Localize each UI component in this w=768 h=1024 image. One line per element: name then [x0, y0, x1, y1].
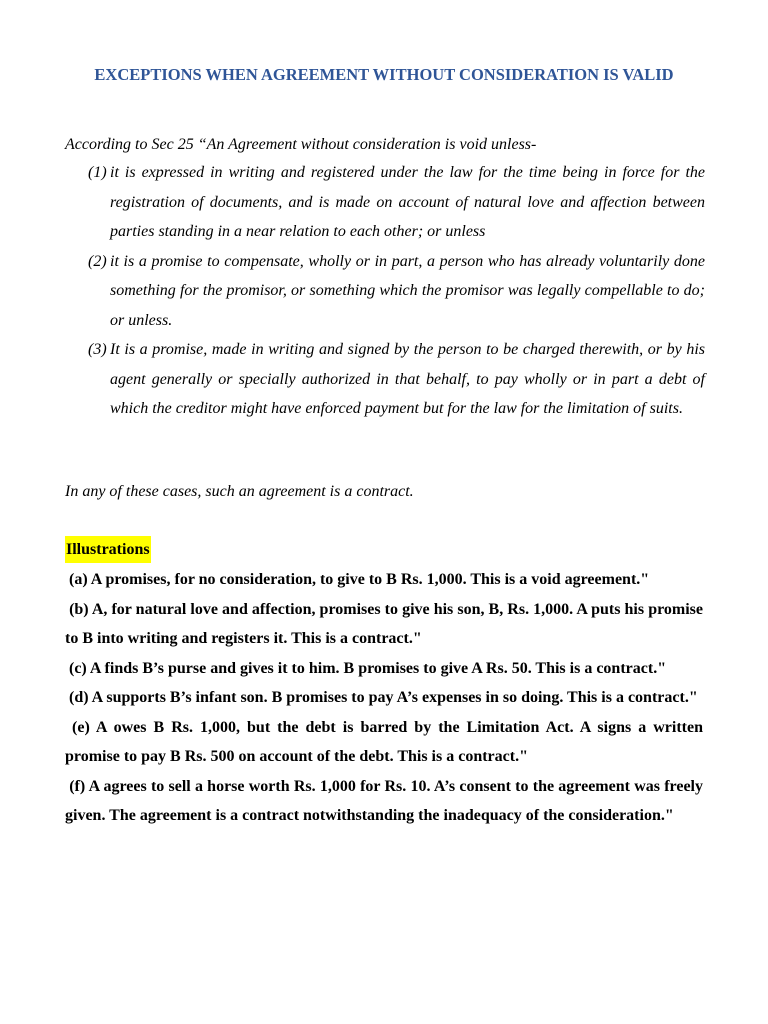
illustration-item: (f) A agrees to sell a horse worth Rs. 1,000 for Rs. 10. A’s consent to the agreement was freely given. The agreement is a contract notwithstanding the inadequacy of the consideration." — [65, 777, 703, 824]
condition-text: it is a promise to compensate, wholly or in part, a person who has already voluntarily done something for the promisor, or something which the promisor was legally compellable to do; or unless. — [110, 252, 705, 329]
condition-text: It is a promise, made in writing and signed by the person to be charged therewith, or by his agent generally or specially authorized in that behalf, to pay wholly or in part a debt of which the creditor might have enforced payment but for the law for the limitation of suits. — [110, 341, 705, 417]
conclusion-paragraph: In any of these cases, such an agreement is a contract. — [65, 483, 414, 500]
illustration-item: (d) A supports B’s infant son. B promises to pay A’s expenses in so doing. This is a contract." — [65, 689, 698, 706]
condition-item — [65, 335, 705, 424]
illustration-item: (a) A promises, for no consideration, to give to B Rs. 1,000. This is a void agreement." — [65, 571, 650, 588]
illustration-item: (b) A, for natural love and affection, promises to give his son, B, Rs. 1,000. A puts his promise to B into writing and registers it. This is a contract." — [65, 600, 703, 647]
condition-number: (3) — [88, 341, 107, 358]
conditions-list — [65, 158, 705, 424]
condition-number: (2) — [88, 252, 107, 270]
condition-item — [65, 158, 705, 247]
condition-item — [65, 247, 705, 336]
illustration-item: (c) A finds B’s purse and gives it to him. B promises to give A Rs. 50. This is a contract." — [65, 659, 667, 677]
condition-text: it is expressed in writing and registered under the law for the time being in force for the registration of documents, and is made on account of natural love and affection between parties standing in a near relation to each other; or unless — [110, 164, 705, 240]
illustration-item: (e) A owes B Rs. 1,000, but the debt is barred by the Limitation Act. A signs a written promise to pay B Rs. 500 on account of the debt. This is a contract." — [65, 718, 703, 765]
intro-paragraph: According to Sec 25 “An Agreement without consideration is void unless- — [65, 136, 537, 153]
condition-number: (1) — [88, 164, 107, 181]
illustrations-heading: Illustrations — [65, 536, 151, 563]
illustrations-list — [65, 565, 703, 831]
page-title: EXCEPTIONS WHEN AGREEMENT WITHOUT CONSIDERATION IS VALID — [94, 65, 674, 84]
